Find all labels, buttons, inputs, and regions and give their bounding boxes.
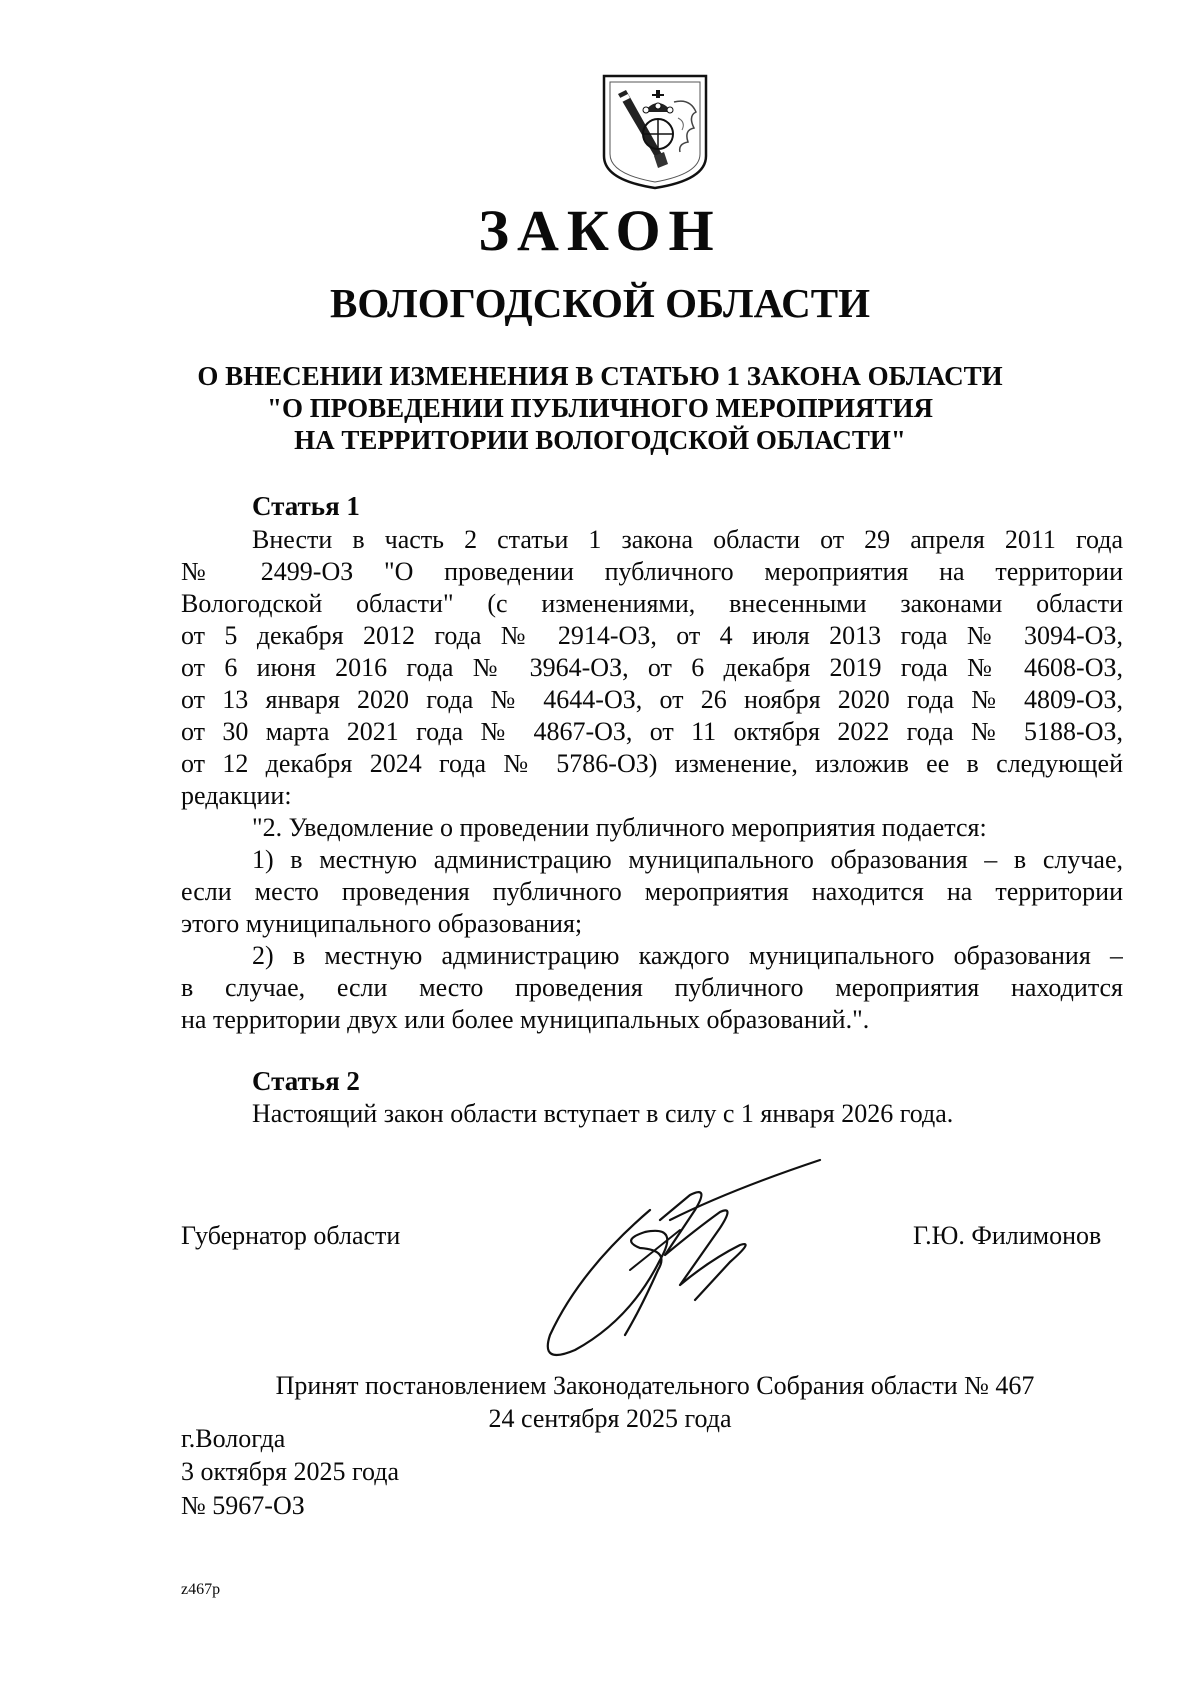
text-line: № 2499-ОЗ "О проведении публичного мероприятия на территории [181, 557, 1123, 586]
text-line: от 6 июня 2016 года № 3964-ОЗ, от 6 декабря 2019 года № 4608-ОЗ, [181, 653, 1123, 682]
text-line: редакции: [181, 781, 292, 810]
document-title: ЗАКОН [478, 198, 722, 263]
heading-line: О ВНЕСЕНИИ ИЗМЕНЕНИЯ В СТАТЬЮ 1 ЗАКОНА ОБЛАСТИ [197, 361, 1003, 391]
text-line: если место проведения публичного мероприятия находится на территории [181, 877, 1123, 906]
text-line: от 5 декабря 2012 года № 2914-ОЗ, от 4 июля 2013 года № 3094-ОЗ, [181, 621, 1123, 650]
text-line: от 12 декабря 2024 года № 5786-ОЗ) изменение, изложив ее в следующей [181, 749, 1123, 778]
article-1-title: Статья 1 [252, 491, 360, 521]
heading-line: "О ПРОВЕДЕНИИ ПУБЛИЧНОГО МЕРОПРИЯТИЯ [267, 393, 933, 423]
article-2-body [181, 1098, 1123, 1130]
text-line: от 30 марта 2021 года № 4867-ОЗ, от 11 октября 2022 года № 5188-ОЗ, [181, 717, 1123, 746]
document-subtitle: ВОЛОГОДСКОЙ ОБЛАСТИ [329, 280, 871, 326]
text-line: 1) в местную администрацию муниципального образования – в случае, [252, 845, 1123, 874]
law-heading [0, 360, 1200, 456]
adoption-note: Принят постановлением Законодательного Собрания области № 467 [275, 1371, 1035, 1400]
text-line: 2) в местную администрацию каждого муниципального образования – [252, 941, 1123, 970]
text-line: Настоящий закон области вступает в силу с 1 января 2026 года. [252, 1099, 954, 1128]
text-line: Внести в часть 2 статьи 1 закона области от 29 апреля 2011 года [252, 525, 1123, 554]
text-line: в случае, если место проведения публичного мероприятия находится [181, 973, 1123, 1002]
text-line: этого муниципального образования; [181, 909, 583, 938]
signing-city: г.Вологда [181, 1424, 286, 1453]
article-1-body [181, 524, 1123, 1036]
document-code: z467p [181, 1581, 221, 1598]
heading-line: НА ТЕРРИТОРИИ ВОЛОГОДСКОЙ ОБЛАСТИ" [294, 425, 906, 455]
governor-signature [520, 1150, 850, 1370]
text-line: "2. Уведомление о проведении публичного мероприятия подается: [252, 813, 987, 842]
signing-date: 3 октября 2025 года [181, 1457, 399, 1486]
governor-name: Г.Ю. Филимонов [913, 1221, 1102, 1250]
text-line: от 13 января 2020 года № 4644-ОЗ, от 26 ноября 2020 года № 4809-ОЗ, [181, 685, 1123, 714]
coat-of-arms-emblem [600, 72, 710, 190]
adoption-date: 24 сентября 2025 года [488, 1404, 732, 1433]
law-number: № 5967-ОЗ [181, 1491, 305, 1520]
article-2-title: Статья 2 [252, 1066, 360, 1096]
text-line: на территории двух или более муниципальных образований.". [181, 1005, 870, 1034]
text-line: Вологодской области" (с изменениями, внесенными законами области [181, 589, 1123, 618]
governor-title: Губернатор области [181, 1221, 401, 1250]
